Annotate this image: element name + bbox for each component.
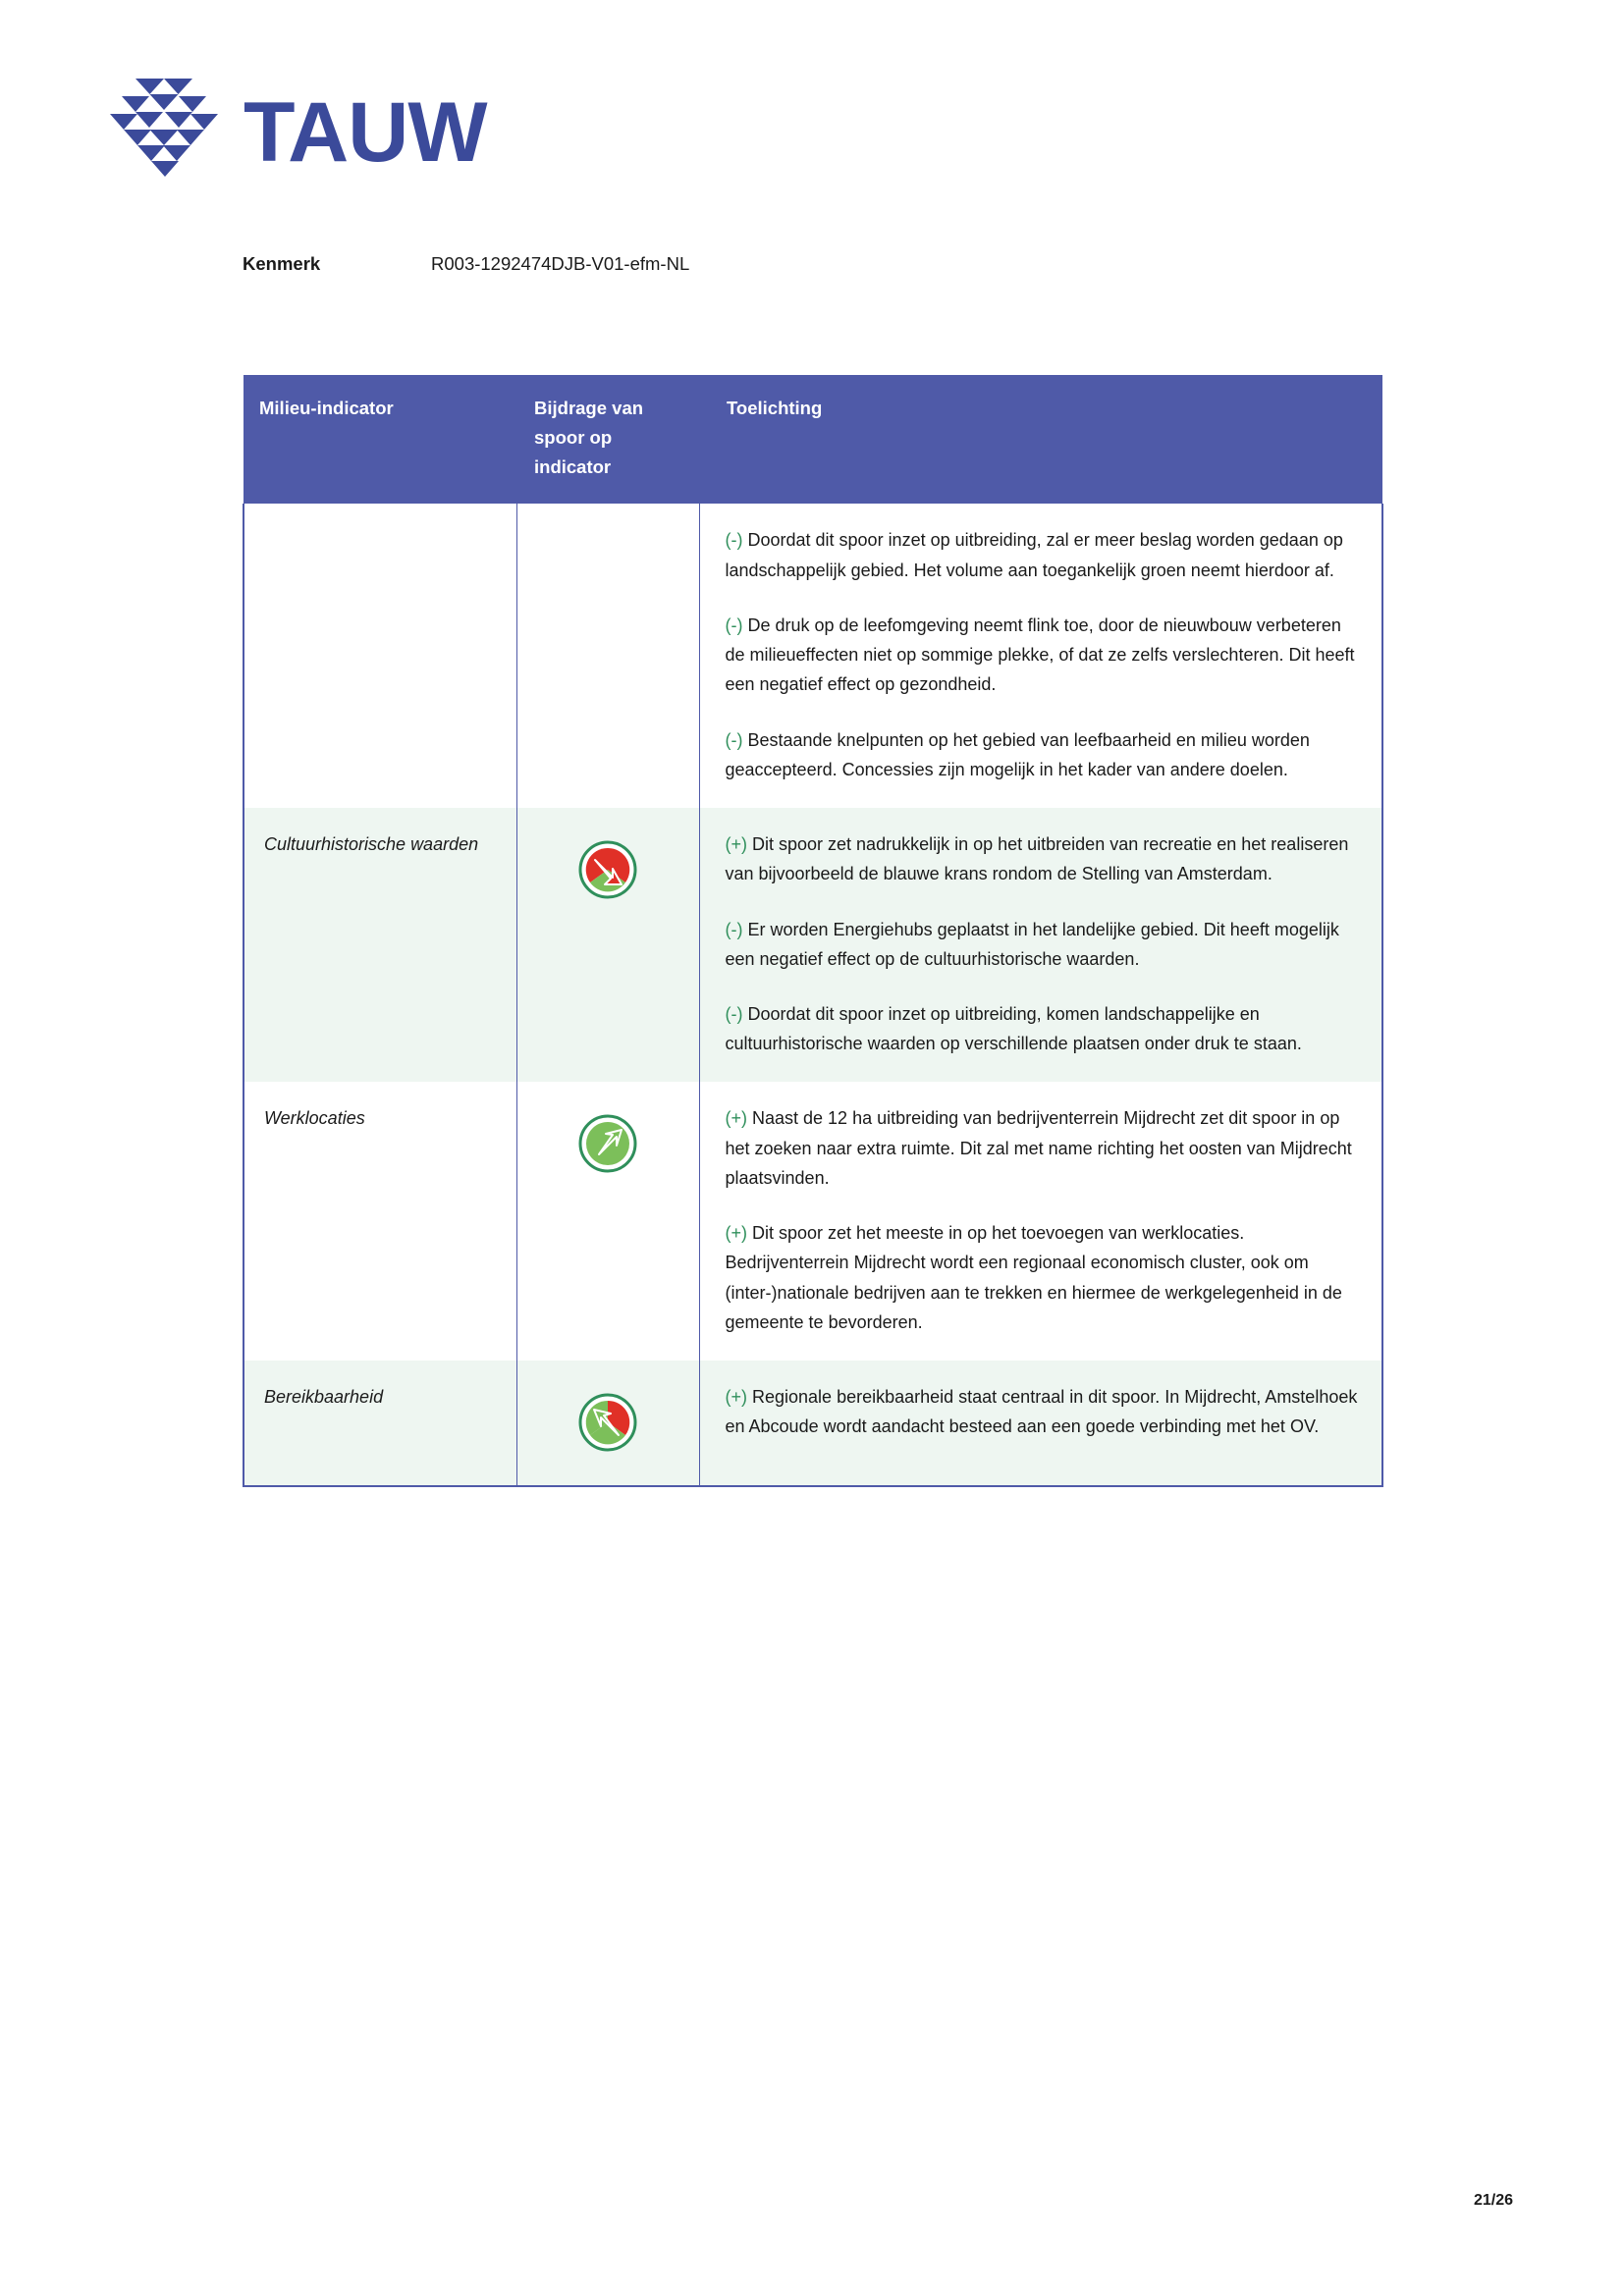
sign-marker: (-) (725, 729, 743, 750)
column-header-bijdrage: Bijdrage van spoor op indicator (516, 375, 699, 504)
kenmerk-row (243, 253, 689, 275)
table-row (244, 808, 1382, 1082)
table-header-row (244, 375, 1382, 504)
page-number: 21/26 (1473, 2192, 1513, 2209)
table-row (244, 1361, 1382, 1486)
paragraph-text: Doordat dit spoor inzet op uitbreiding, zal er meer beslag worden gedaan op landschappelijk gebied. Het volume aan toegankelijk groen neemt hierdoor af. (725, 530, 1343, 580)
tauw-logo (106, 77, 487, 185)
column-header-milieu-indicator: Milieu-indicator (244, 375, 516, 504)
cell-explanation (699, 1082, 1382, 1361)
paragraph-text: Bestaande knelpunten op het gebied van leefbaarheid en milieu worden geaccepteerd. Concessies zijn mogelijk in het kader van andere doelen. (725, 729, 1310, 779)
arrow-up-left-green-icon (577, 1392, 638, 1453)
paragraph-text: Doordat dit spoor inzet op uitbreiding, komen landschappelijke en cultuurhistorische waarden op verschillende plaatsen onder druk te staan. (725, 1004, 1302, 1054)
cell-explanation (699, 1361, 1382, 1486)
kenmerk-value: R003-1292474DJB-V01-efm-NL (431, 253, 690, 274)
arrow-up-right-green-icon (577, 1113, 638, 1174)
cell-explanation (699, 504, 1382, 808)
kenmerk-label: Kenmerk (243, 253, 321, 274)
cell-icon (516, 1082, 699, 1361)
paragraph-text: Er worden Energiehubs geplaatst in het landelijke gebied. Dit heeft mogelijk een negatief effect op de cultuurhistorische waarden. (725, 919, 1339, 969)
cell-icon (516, 504, 699, 808)
paragraph-text: Regionale bereikbaarheid staat centraal in dit spoor. In Mijdrecht, Amstelhoek en Abcoude wordt aandacht besteed aan een goede verbinding met het OV. (725, 1387, 1358, 1437)
sign-marker: (-) (725, 614, 743, 635)
sign-marker: (+) (725, 1223, 747, 1244)
table-row (244, 1082, 1382, 1361)
cell-indicator: Bereikbaarheid (244, 1361, 516, 1486)
cell-icon (516, 808, 699, 1082)
sign-marker: (-) (725, 1004, 743, 1024)
environment-indicator-table (243, 375, 1381, 1487)
cell-indicator (244, 504, 516, 808)
paragraph-text: Dit spoor zet nadrukkelijk in op het uitbreiden van recreatie en het realiseren van bijvoorbeeld de blauwe krans rondom de Stelling van Amsterdam. (725, 834, 1349, 884)
sign-marker: (+) (725, 1108, 747, 1129)
cell-icon (516, 1361, 699, 1486)
tauw-wordmark: TAUW (244, 85, 487, 180)
sign-marker: (+) (725, 1387, 747, 1408)
table-row (244, 504, 1382, 808)
sign-marker: (+) (725, 834, 747, 855)
paragraph-text: Dit spoor zet het meeste in op het toevoegen van werklocaties. Bedrijventerrein Mijdrecht wordt een regionaal economisch cluster, ook om (inter-)nationale bedrijven aan te trekken en hiermee de werkgelegenheid in de gemeente te bevorderen. (725, 1223, 1342, 1332)
column-header-toelichting: Toelichting (699, 375, 1382, 504)
cell-indicator: Werklocaties (244, 1082, 516, 1361)
arrow-down-right-red-icon (577, 839, 638, 900)
paragraph-text: De druk op de leefomgeving neemt flink toe, door de nieuwbouw verbeteren de milieueffecten niet op sommige plekke, of dat ze zelfs verslechteren. Dit heeft een negatief effect op gezondheid. (725, 614, 1355, 695)
cell-indicator: Cultuurhistorische waarden (244, 808, 516, 1082)
cell-explanation (699, 808, 1382, 1082)
paragraph-text: Naast de 12 ha uitbreiding van bedrijventerrein Mijdrecht zet dit spoor in op het zoeken naar extra ruimte. Dit zal met name richting het oosten van Mijdrecht plaatsvinden. (725, 1108, 1352, 1188)
sign-marker: (-) (725, 919, 743, 939)
sign-marker: (-) (725, 530, 743, 551)
tauw-logo-mark-icon (106, 77, 222, 185)
